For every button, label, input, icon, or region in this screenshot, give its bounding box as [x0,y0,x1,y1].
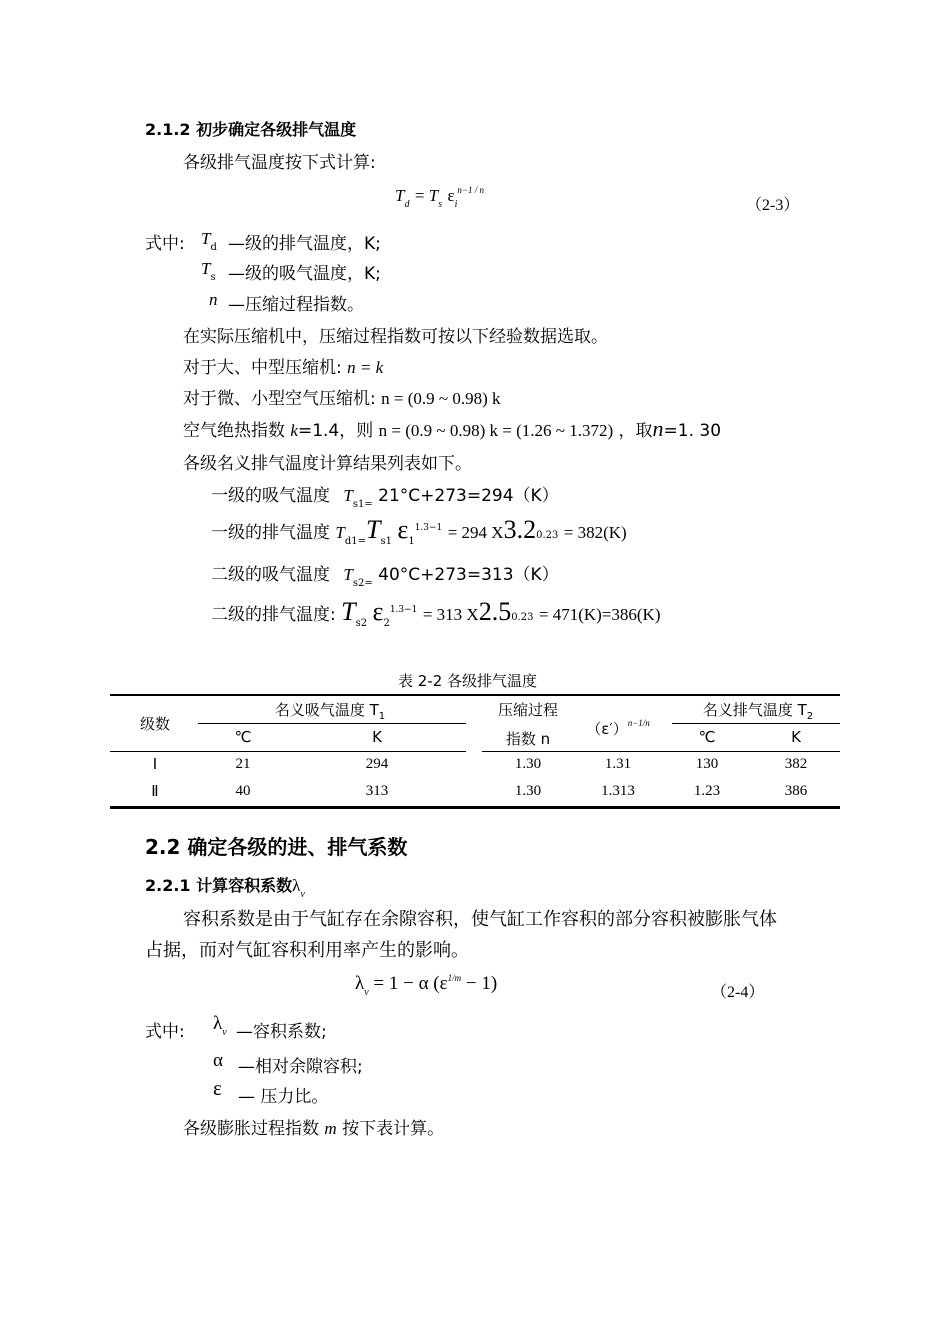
calc-line-4-base: 2.5 [478,597,512,626]
calc-line-3-label: 二级的吸气温度 [211,565,330,585]
calc-line-2-exp: 0.23 [536,530,559,541]
calc-line-4-exp: 0.23 [511,612,534,623]
table-row-2-k1: 313 [365,783,389,799]
final-line: 各级膨胀过程指数 m 按下表计算。 [183,1119,445,1139]
table-row-1-stage: Ⅰ [152,757,158,773]
table-row-2-stage: Ⅱ [151,784,159,800]
table-row-1-ratio: 1.31 [604,756,632,772]
calc-line-1-value: 21°C+273=294（K） [378,486,559,506]
equation-2-3: $T_d = T_s$ $\varepsilon_i^{n-1 / n}$ [395,185,484,210]
section-heading-2-2-1-text: 2.2.1 计算容积系数 [145,876,293,895]
exhaust-temperature-table [110,694,840,810]
header-suction-sub: 1 [378,711,386,722]
header-ratio: $(\varepsilon')^{n-1/n}$ [586,718,650,738]
header-suction-celsius: ℃ [234,728,252,746]
table-caption: 表 2-2 各级排气温度 [398,672,538,690]
section-heading-2-2-1: 2.2.1 计算容积系数$\lambda_v$ [145,876,305,900]
epsilon-symbol: ε [213,1076,222,1100]
table-row-2-ratio: 1.313 [601,783,635,799]
calc-line-4-tail: = 471(K)=386(K) [538,605,661,624]
where-prefix: 式中: [145,234,185,254]
alpha-description: —相对余隙容积; [238,1057,363,1077]
calc-line-3: 二级的吸气温度 $T_{s2=}$ 40°C+273=313（K） [211,565,559,589]
header-discharge-celsius: ℃ [698,728,716,746]
paragraph-4-text-a: 空气绝热指数 [183,421,285,441]
lambda-symbol: $\lambda_v$ [213,1013,227,1038]
section-heading-2-1-2: 2.1.2 初步确定各级排气温度 [145,120,357,139]
td-symbol: $T_d$ [201,229,217,253]
table-row-2-c1: 40 [235,783,251,799]
calc-line-2-tail: = 382(K) [563,523,627,542]
paragraph-4-text-b: =1.4，则 [297,421,374,441]
intro-text: 各级排气温度按下式计算: [183,153,376,173]
calc-line-2-label: 一级的排气温度 [211,523,330,543]
calc-line-3-value: 40°C+273=313（K） [378,565,559,585]
table-row-1-c1: 21 [235,756,251,772]
header-discharge-label: 名义排气温度 T [702,701,807,719]
paragraph-3-formula: n = (0.9 ~ 0.98) k [381,389,501,408]
calc-line-1: 一级的吸气温度 $T_{s1=}$ 21°C+273=294（K） [211,486,559,510]
section-2-2-1-para-line-2: 占据，而对气缸容积利用率产生的影响。 [145,940,469,961]
paragraph-4-text-c: ，取 [618,421,653,441]
header-bottom-rule-right [482,751,840,752]
section-2-2-1-para-line-1: 容积系数是由于气缸存在余隙容积，使气缸工作容积的部分容积被膨胀气体 [183,909,777,930]
header-stage: 级数 [139,715,171,733]
equation-number-2-4: （2-4） [711,984,765,1001]
table-row-1-n: 1.30 [514,756,542,772]
paragraph-2 [183,353,383,378]
header-ratio-label: （ε′） [586,720,628,738]
paragraph-5: 各级名义排气温度计算结果列表如下。 [183,454,472,474]
final-line-text-b: 按下表计算。 [342,1119,445,1139]
table-row-2-k2: 386 [784,783,808,799]
n-description: —压缩过程指数。 [228,295,364,315]
where2-prefix: 式中: [145,1022,185,1042]
calc-line-2-base: 3.2 [503,515,537,544]
paragraph-3 [183,384,501,409]
ts-description: —级的吸气温度，K; [228,264,381,284]
td-description: —级的排气温度，K; [228,234,381,254]
final-line-text-a: 各级膨胀过程指数 [183,1119,319,1139]
epsilon-description: — 压力比。 [238,1087,329,1107]
equation-2-4-tail: − 1) [465,973,498,994]
table-row-1-c2: 130 [695,756,719,772]
ts-symbol: $T_s$ [201,259,216,283]
header-suction [275,699,385,720]
header-sub-rule-discharge [672,723,840,724]
header-suction-label: 名义吸气温度 T [274,701,379,719]
calc-line-4: 二级的排气温度: $T_{s2}$ $\varepsilon_2^{1.3-1} = 313$ X2.50.23 = 471(K)=386(K) [211,597,661,629]
section-heading-2-2: 2.2 确定各级的进、排气系数 [145,835,408,859]
equation-2-4: $\lambda_v = 1 - \alpha$ $(\varepsilon^{1/m} - 1)$ [355,973,498,998]
calc-line-1-label: 一级的吸气温度 [211,486,330,506]
table-row-1-k1: 294 [365,756,389,772]
calc-line-4-label: 二级的排气温度: [211,605,336,625]
table-top-rule [110,694,840,696]
table-bottom-rule [110,806,840,809]
table-row-2-n: 1.30 [514,783,542,799]
paragraph-4-text-d: =1. 30 [663,421,722,441]
table-row-2-c2: 1.23 [693,783,721,799]
header-suction-kelvin: K [372,728,382,746]
paragraph-2-formula: n = k [347,358,384,377]
lambda-description: —容积系数; [236,1022,327,1042]
header-process: 压缩过程 [497,701,559,719]
calc-line-2: 一级的排气温度 $T_{d1=}T_{s1}$ $\varepsilon_1^{1.3-1} = 294$ X3.20.23 = 382(K) [211,515,627,547]
paragraph-4: 空气绝热指数 k=1.4，则 n = (0.9 ~ 0.98) k = (1.26 ~ 1.372) ，取n=1. 30 [183,416,722,441]
header-discharge-sub: 2 [806,711,814,722]
paragraph-4-formula: n = (0.9 ~ 0.98) k = (1.26 ~ 1.372) [378,421,614,440]
paragraph-2-text: 对于大、中型压缩机: [183,358,342,378]
paragraph-1: 在实际压缩机中，压缩过程指数可按以下经验数据选取。 [183,327,608,347]
header-process-2: 指数 n [505,730,551,748]
header-bottom-rule-left [110,751,466,752]
equation-number-2-3: （2-3） [746,197,800,214]
n-symbol: n [209,290,218,309]
header-sub-rule-suction [198,723,466,724]
calc-line-4-result: = 313 X [422,605,479,624]
table-row-1-k2: 382 [784,756,808,772]
header-discharge-kelvin: K [791,728,801,746]
alpha-symbol: α [213,1050,223,1071]
calc-line-2-result: = 294 X [447,523,504,542]
header-discharge [703,699,813,720]
paragraph-3-text: 对于微、小型空气压缩机: [183,389,376,409]
equation-2-4-formula: = 1 − α (ε [373,973,448,994]
